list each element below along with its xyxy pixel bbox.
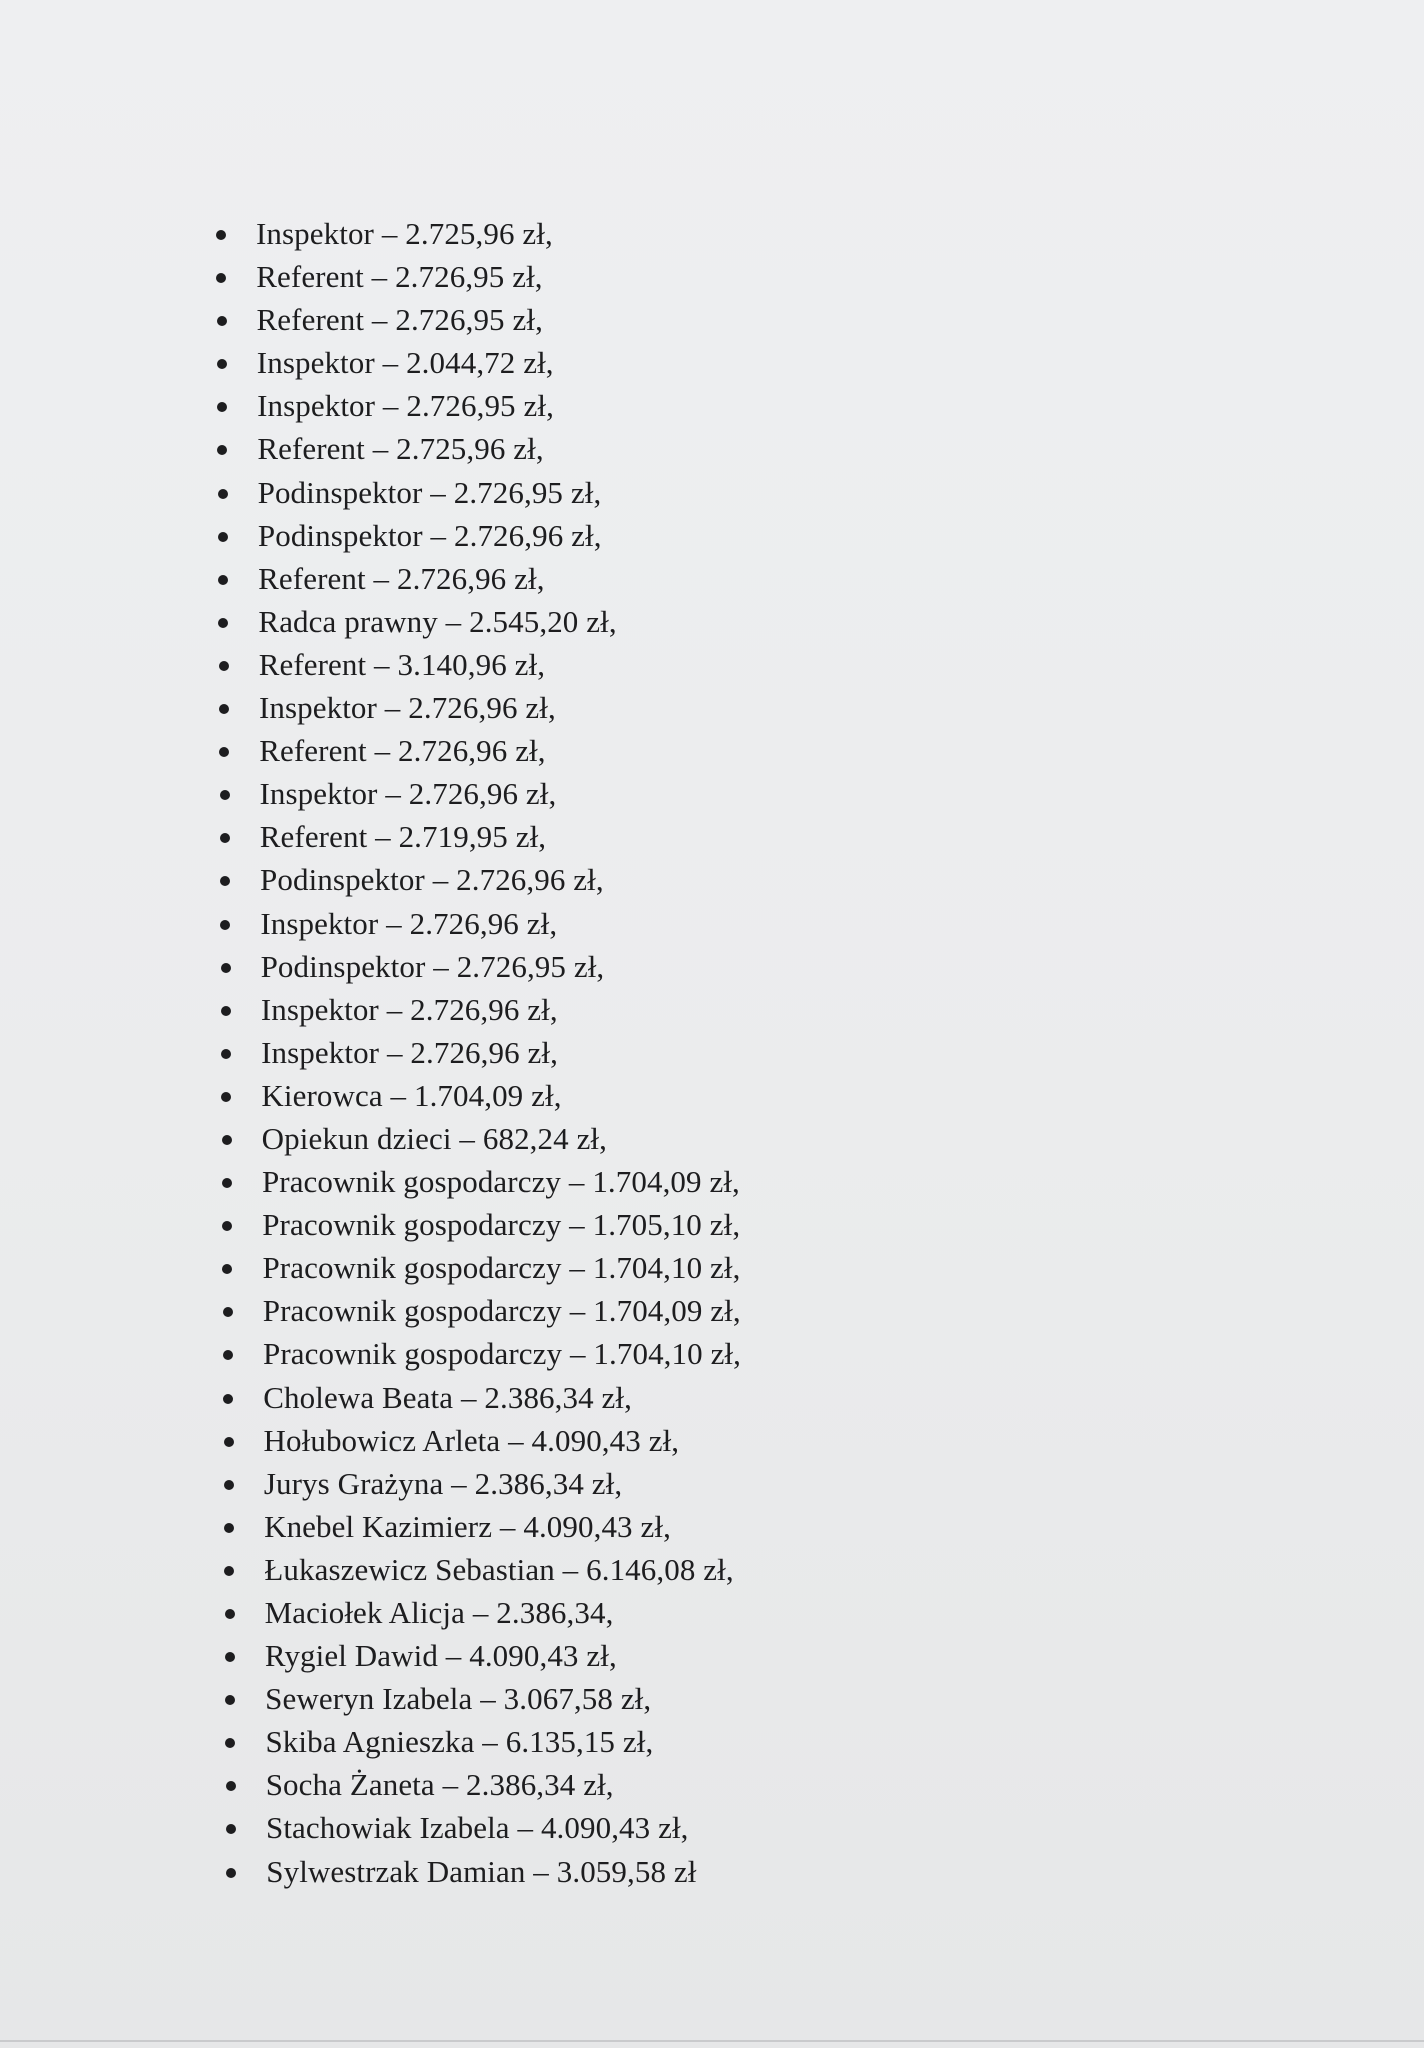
bullet-icon (219, 704, 229, 714)
list-item-text: Inspektor – 2.726,96 zł, (258, 690, 556, 726)
bullet-icon (226, 1781, 236, 1791)
list-item-text: Inspektor – 2.044,72 zł, (256, 345, 554, 381)
bullet-icon (218, 532, 228, 542)
bullet-icon (225, 1652, 235, 1662)
bullet-icon (225, 1609, 235, 1619)
list-item-text: Cholewa Beata – 2.386,34 zł, (263, 1379, 632, 1415)
list-item-text: Referent – 2.719,95 zł, (259, 819, 547, 855)
list-item-text: Referent – 2.726,95 zł, (256, 259, 543, 295)
list-item-text: Sylwestrzak Damian – 3.059,58 zł (266, 1853, 697, 1889)
bullet-icon (224, 1523, 234, 1533)
bullet-icon (225, 1695, 235, 1705)
bullet-icon (219, 661, 229, 671)
bullet-icon (217, 316, 227, 326)
list-item-text: Podinspektor – 2.726,96 zł, (257, 517, 602, 553)
list-item-text: Pracownik gospodarczy – 1.704,09 zł, (261, 1164, 740, 1200)
list-item-text: Hołubowicz Arleta – 4.090,43 zł, (263, 1422, 680, 1458)
list-item-text: Łukaszewicz Sebastian – 6.146,08 zł, (264, 1551, 734, 1587)
list-item-text: Inspektor – 2.726,96 zł, (261, 1034, 558, 1070)
list-item-text: Rygiel Dawid – 4.090,43 zł, (264, 1638, 617, 1674)
bullet-icon (224, 1566, 234, 1576)
list-item-text: Pracownik gospodarczy – 1.704,10 zł, (263, 1336, 741, 1372)
bullet-icon (221, 963, 231, 973)
bullet-icon (222, 1178, 232, 1188)
list-item-text: Jurys Grażyna – 2.386,34 zł, (263, 1465, 623, 1501)
bullet-icon (220, 876, 230, 886)
bullet-icon (225, 1738, 235, 1748)
list-item-text: Referent – 3.140,96 zł, (258, 646, 546, 682)
list-item-text: Skiba Agnieszka – 6.135,15 zł, (265, 1724, 654, 1760)
bullet-icon (220, 920, 230, 930)
list-item-text: Stachowiak Izabela – 4.090,43 zł, (265, 1810, 689, 1846)
list-item-text: Referent – 2.726,96 zł, (258, 560, 545, 596)
bullet-icon (217, 359, 227, 369)
bullet-icon (226, 1868, 236, 1878)
bullet-icon (220, 833, 230, 843)
bullet-icon (218, 575, 228, 585)
list-item-text: Referent – 2.726,95 zł, (256, 302, 543, 338)
bullet-icon (218, 489, 228, 499)
bullet-icon (220, 790, 230, 800)
bullet-icon (216, 273, 226, 283)
list-item-text: Radca prawny – 2.545,20 zł, (258, 603, 617, 639)
list-item-text: Inspektor – 2.725,96 zł, (256, 216, 553, 251)
bullet-icon (218, 618, 228, 628)
bullet-icon (221, 1092, 231, 1102)
bullet-icon (223, 1394, 233, 1404)
list-item-text: Podinspektor – 2.726,95 zł, (257, 474, 602, 510)
bullet-icon (223, 1307, 233, 1317)
list-item-text: Maciołek Alicja – 2.386,34, (264, 1595, 614, 1630)
list-item-text: Inspektor – 2.726,96 zł, (260, 991, 558, 1027)
list-item-text: Referent – 2.725,96 zł, (257, 431, 544, 467)
list-item-text: Socha Żaneta – 2.386,34 zł, (265, 1767, 614, 1803)
list-item-text: Opiekun dzieci – 682,24 zł, (261, 1120, 607, 1156)
list-item-text: Kierowca – 1.704,09 zł, (261, 1077, 562, 1113)
bullet-icon (217, 402, 227, 412)
list-item-text: Pracownik gospodarczy – 1.704,10 zł, (262, 1250, 741, 1286)
bullet-icon (221, 1006, 231, 1016)
bullet-icon (222, 1264, 232, 1274)
bullet-icon (222, 1221, 232, 1231)
list-item-text: Seweryn Izabela – 3.067,58 zł, (265, 1681, 652, 1717)
bullet-icon (221, 1049, 231, 1059)
page-bottom-edge (0, 2040, 1424, 2042)
bullet-icon (219, 747, 229, 757)
list-item-text: Referent – 2.726,96 zł, (259, 733, 546, 769)
list-item-text: Pracownik gospodarczy – 1.704,09 zł, (262, 1293, 741, 1329)
bullet-icon (224, 1437, 234, 1447)
bullet-icon (226, 1824, 236, 1834)
list-item-text: Podinspektor – 2.726,96 zł, (260, 862, 604, 898)
bullet-icon (223, 1350, 233, 1360)
bullet-icon (217, 445, 227, 455)
list-item-text: Podinspektor – 2.726,95 zł, (260, 948, 605, 984)
list-item-text: Inspektor – 2.726,96 zł, (260, 905, 558, 941)
bullet-icon (222, 1135, 232, 1145)
list-item-text: Pracownik gospodarczy – 1.705,10 zł, (262, 1207, 741, 1243)
list-item-text: Knebel Kazimierz – 4.090,43 zł, (264, 1508, 671, 1544)
list-item-text: Inspektor – 2.726,96 zł, (259, 776, 557, 812)
bullet-icon (224, 1480, 234, 1490)
bullet-icon (216, 230, 226, 240)
list-item-text: Inspektor – 2.726,95 zł, (257, 388, 554, 424)
